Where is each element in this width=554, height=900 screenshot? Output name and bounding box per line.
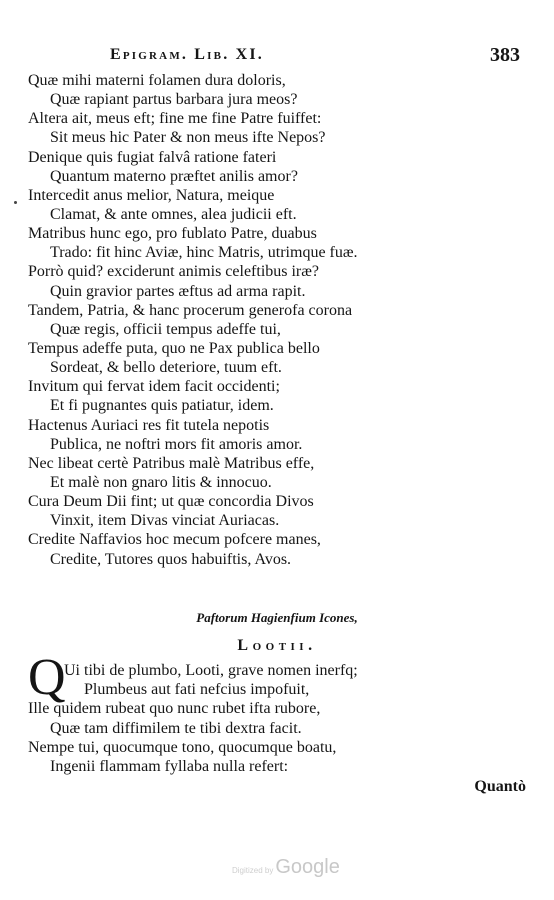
verse-line: Ui tibi de plumbo, Looti, grave nomen inerfq; <box>64 662 358 679</box>
verse-line: Nempe tui, quocumque tono, quocumque boatu, <box>28 738 337 756</box>
verse-line: Sordeat, & bello deteriore, tuum eft. <box>50 359 282 377</box>
running-head <box>110 44 530 70</box>
drop-cap: Q <box>28 649 66 706</box>
verse-line: Clamat, & ante omnes, alea judicii eft. <box>50 205 297 223</box>
verse-line: Quæ rapiant partus barbara jura meos? <box>50 91 298 109</box>
verse-line: Invitum qui fervat idem facit occidenti; <box>28 378 280 396</box>
verse-line: Trado: fit hinc Aviæ, hinc Matris, utrimque fuæ. <box>50 244 358 262</box>
verse-line: Cura Deum Dii fint; ut quæ concordia Divos <box>28 493 314 511</box>
verse-line: Plumbeus aut fati nefcius impofuit, <box>84 681 310 699</box>
verse-line: Hactenus Auriaci res fit tutela nepotis <box>28 416 270 434</box>
running-title: Epigram. Lib. XI. <box>110 46 264 63</box>
verse-line: Quæ mihi materni folamen dura doloris, <box>28 72 286 89</box>
verse-line: Matribus hunc ego, pro fublato Patre, duabus <box>28 225 317 243</box>
verse-line: Denique quis fugiat falvâ ratione fateri <box>28 148 277 166</box>
digitized-watermark <box>232 856 340 879</box>
verse-line: Ille quidem rubeat quo nunc rubet ifta rubore, <box>28 700 321 718</box>
section-subtitle: Lootii. <box>237 637 317 654</box>
verse-line: Quin gravior partes æftus ad arma rapit. <box>50 282 306 300</box>
verse-line: Credite Naffavios hoc mecum pofcere manes, <box>28 531 321 549</box>
verse-line: Porrò quid? exciderunt animis celeftibus iræ? <box>28 263 320 281</box>
verse-line: Publica, ne noftri mors fit amoris amor. <box>50 435 303 453</box>
verse-line: Quæ tam diffimilem te tibi dextra facit. <box>50 719 302 737</box>
verse-line: Altera ait, meus eft; fine me fine Patre fuiffet: <box>28 110 322 128</box>
verse-line: Intercedit anus melior, Natura, meique <box>28 186 275 204</box>
verse-line: Quantum materno præftet anilis amor? <box>50 167 298 185</box>
page-number: 383 <box>490 44 520 66</box>
verse-line: Ingenii flammam fyllaba nulla refert: <box>50 757 289 775</box>
verse-line: Sit meus hic Pater & non meus ifte Nepos? <box>50 129 326 147</box>
verse-line: Vinxit, item Divas vinciat Auriacas. <box>50 512 280 530</box>
second-poem-text <box>28 661 528 776</box>
ink-speck <box>14 201 17 204</box>
verse-line: Nec libeat certè Patribus malè Matribus effe, <box>28 454 315 472</box>
verse-line: Tempus adeffe puta, quo ne Pax publica bello <box>28 339 320 357</box>
verse-line: Quæ regis, officii tempus adeffe tui, <box>50 320 281 338</box>
verse-line: Et fi pugnantes quis patiatur, idem. <box>50 397 274 415</box>
verse-line: Credite, Tutores quos habuiftis, Avos. <box>50 550 292 568</box>
catchword: Quantò <box>474 778 526 795</box>
epigram-text <box>28 71 528 569</box>
verse-line: Tandem, Patria, & hanc procerum generofa corona <box>28 301 353 319</box>
watermark-prefix: Digitized by <box>232 866 274 875</box>
section-title: Paftorum Hagienfium Icones, <box>196 610 358 625</box>
watermark-brand: Google <box>275 856 340 878</box>
verse-line: Et malè non gnaro litis & innocuo. <box>50 473 272 491</box>
